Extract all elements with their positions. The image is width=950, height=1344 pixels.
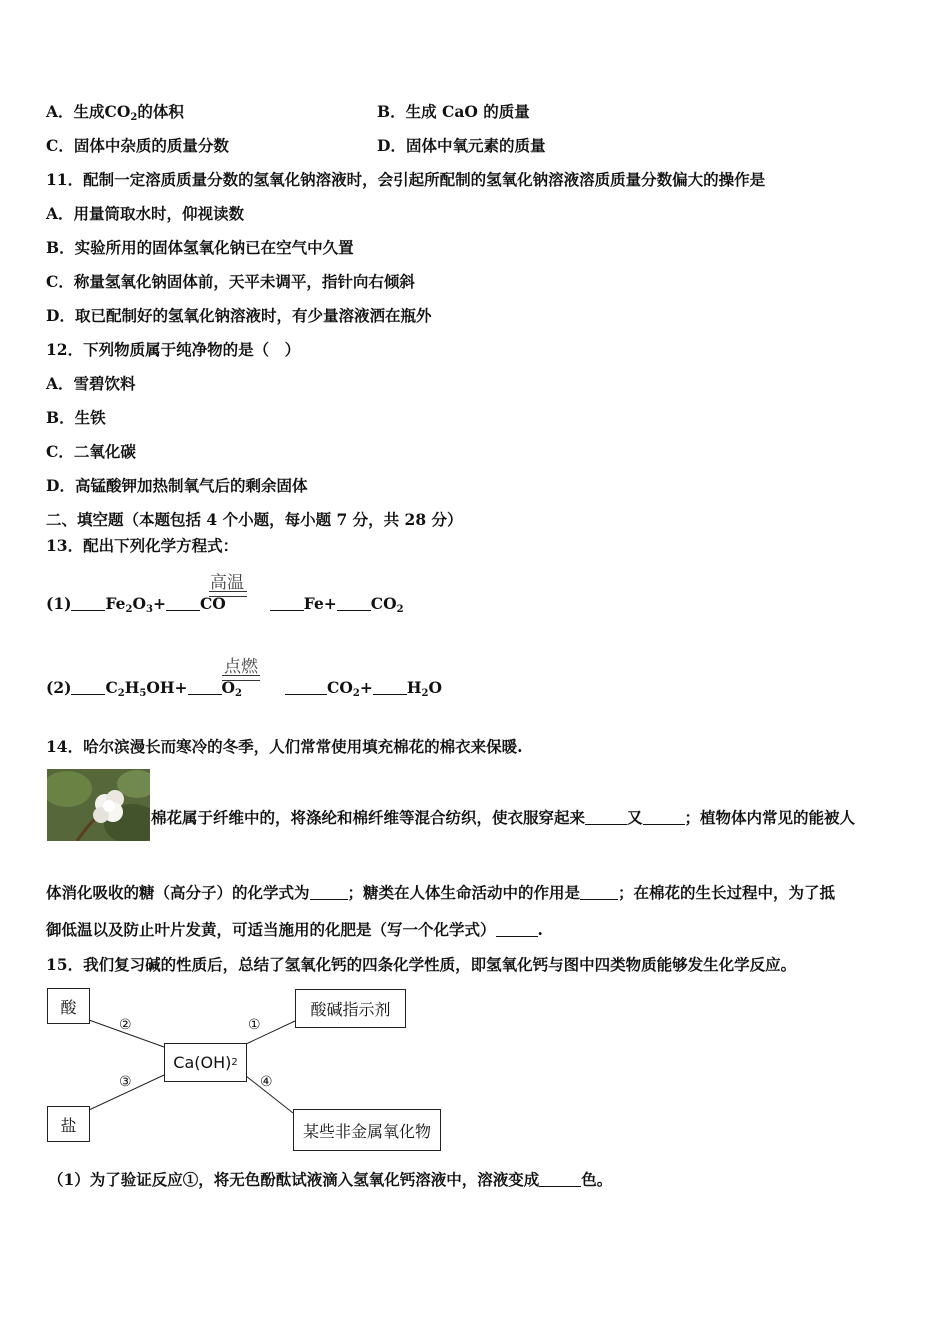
option-12d: D．高锰酸钾加热制氧气后的剩余固体 [46,476,308,495]
option-10b: B．生成 CaO 的质量 [377,102,530,121]
option-11b: B．实验所用的固体氢氧化钠已在空气中久置 [46,238,354,257]
option-12c: C．二氧化碳 [46,442,136,461]
equation-1: (1) $Fe_2O_3+$ CO $Fe+ CO_2$ [46,594,404,615]
question-13-stem: 13．配出下列化学方程式： [46,536,239,555]
box-salt: 盐 [47,1106,90,1142]
option-11c: C．称量氢氧化钠固体前，天平未调平，指针向右倾斜 [46,272,415,291]
question-14-line1: 棉花属于纤维中的，将涤纶和棉纤维等混合纺织，使衣服穿起来 又 ；植物体内常见的能被人 [151,808,856,827]
question-14-line2: 体消化吸收的糖（高分子）的化学式为 ；糖类在人体生命活动中的作用是 ；在棉花的生长过程中，为了抵 [46,883,836,902]
option-11d: D．取已配制好的氢氧化钠溶液时，有少量溶液洒在瓶外 [46,306,432,325]
question-12-stem: 12．下列物质属于纯净物的是（ ） [46,340,301,359]
box-calcium-hydroxide: Ca(OH) 2 [164,1043,247,1082]
condition-high-temp: 高温 [210,573,244,593]
question-14-stem: 14．哈尔滨漫长而寒冷的冬季，人们常常使用填充棉花的棉衣来保暖. [46,737,523,756]
label-reaction-3: ③ [119,1074,132,1090]
label-reaction-2: ② [119,1017,132,1033]
box-nonmetal-oxide: 某些非金属氧化物 [293,1109,441,1151]
option-12b: B．生铁 [46,408,106,427]
option-10a: A．生成$CO_2$的体积 [46,102,184,123]
condition-ignite: 点燃 [224,657,258,677]
section-heading: 二、填空题（本题包括 4 个小题，每小题 7 分，共 28 分） [46,510,463,529]
box-indicator: 酸碱指示剂 [295,989,406,1028]
question-14-line3: 御低温以及防止叶片发黄，可适当施用的化肥是（写一个化学式） . [46,920,543,939]
box-acid: 酸 [47,988,90,1024]
question-15-sub1: （1）为了验证反应①，将无色酚酞试液滴入氢氧化钙溶液中，溶液变成 色。 [48,1170,613,1189]
option-10c: C．固体中杂质的质量分数 [46,136,229,155]
label-reaction-4: ④ [260,1074,273,1090]
label-reaction-1: ① [248,1017,261,1033]
question-15-stem: 15．我们复习碱的性质后，总结了氢氧化钙的四条化学性质，即氢氧化钙与图中四类物质能够发生化学反应。 [46,955,797,974]
equation-2: (2) $C_2H_5OH+ O_2$ $CO_2+ H_2O$ [46,678,442,699]
question-11-stem: 11．配制一定溶质质量分数的氢氧化钠溶液时，会引起所配制的氢氧化钠溶液溶质质量分数偏大的操作是 [46,170,766,189]
option-10d: D．固体中氧元素的质量 [377,136,546,155]
option-12a: A．雪碧饮料 [46,374,136,393]
option-11a: A．用量筒取水时，仰视读数 [46,204,245,223]
